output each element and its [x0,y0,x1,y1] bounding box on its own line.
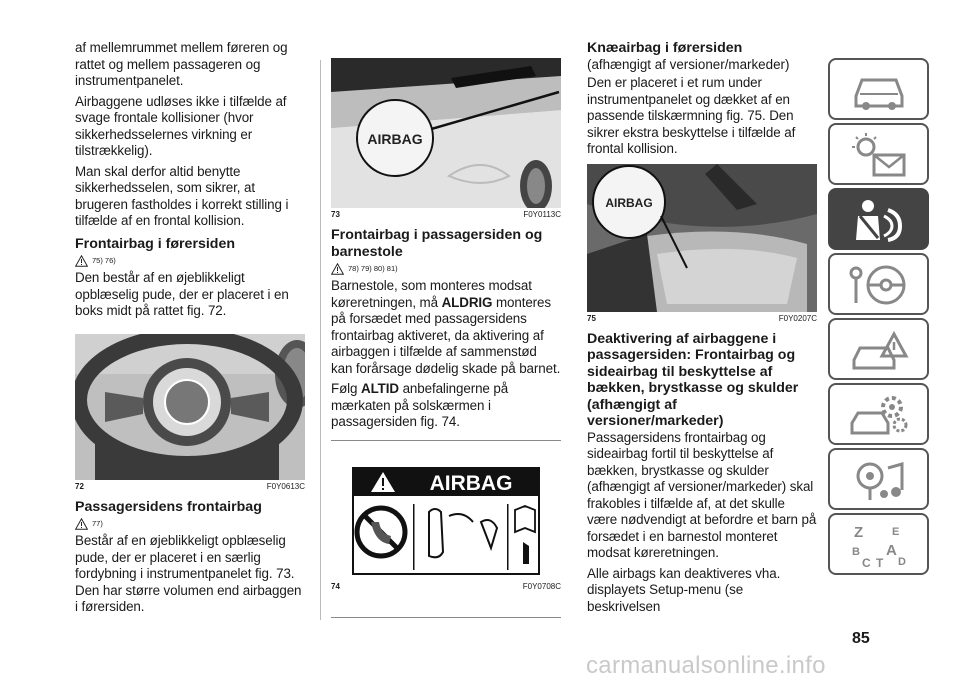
text-run: anbefalingerne på mærkaten på solskærmen i passagersiden fig. 74. [331,381,509,429]
refs-text: 78) 79) 80) 81) [348,264,398,273]
chapter-tabs [828,58,929,578]
figure-number: 73 [331,210,340,219]
text-run: Barnestole, som monteres modsat køreretningen, må [331,278,532,310]
tab-car[interactable] [828,58,929,120]
paragraph [331,278,561,377]
figure-code: F0Y0613C [266,481,305,491]
figure-72-steering-wheel [75,334,305,480]
tab-maintenance[interactable] [828,383,929,445]
figure-caption [331,582,561,591]
page-number: 85 [852,630,870,647]
section-heading: Frontairbag i førersiden [75,235,236,252]
paragraph [331,381,561,431]
warning-triangle-icon [75,255,88,267]
figure-code: F0Y0113C [523,210,561,219]
airbag-sticker-image [331,452,561,580]
figure-75-knee-airbag [587,164,817,312]
text-run: monteres på forsædet med passagersidens frontairbag aktiveret, da aktivering af airbaggen i tilfælde af sammenstød kan forårsage dødelig skade på barnet. [331,294,561,376]
index-letter: D [898,556,906,568]
section-heading: Deaktivering af airbaggene i passagersiden: Frontairbag og sideairbag til beskyttelse af bækken, brystkasse og skulder (afhængigt af versioner/markeder) [587,330,799,429]
refs-text: 75) 76) [92,256,116,265]
car-gears-icon [848,391,910,439]
index-letter: T [876,556,884,569]
tab-multimedia[interactable] [828,448,929,510]
car-icon [848,66,910,114]
tab-safety[interactable] [828,188,929,250]
paragraph: Den er placeret i et rum under instrumentpanelet og dækket af en passende tilskærmning fig. 75. Den sikrer ekstra beskyttelse i tilfælde af frontal kollision. [587,75,796,156]
figure-caption [587,314,817,323]
section-heading: Frontairbag i passagersiden og barnestole [331,227,543,260]
column-1 [75,40,305,620]
paragraph: af mellemrummet mellem føreren og rattet og mellem passageren og instrumentpanelet. [75,40,288,88]
knee-airbag-image [587,164,817,312]
figure-74-block [331,452,561,599]
figure-number: 72 [75,481,84,491]
subheading: (afhængigt af versioner/markeder) [587,56,790,72]
tab-index[interactable] [828,513,929,575]
index-letter: C [862,556,871,569]
text-run: Følg [331,381,362,396]
airbag-label: AIRBAG [367,131,423,147]
lights-envelope-icon [848,131,910,179]
index-letter: Z [854,524,864,541]
seatbelt-airbag-icon [848,196,910,244]
paragraph: Airbaggene udløses ikke i tilfælde af svage frontale kollisioner (hvor sikkerhedsselernes virkning er tilstrækkelig). [75,93,287,158]
index-letter: E [892,526,900,538]
warning-refs [75,253,305,268]
index-letter: B [852,546,860,558]
paragraph: Består af en øjeblikkeligt opblæselig pude, der er placeret i en særlig fordybning i instrumentpanelet fig. 73. Den har større volumen end airbaggen i førersiden. [75,533,302,614]
warning-refs [331,261,561,276]
paragraph: Den består af en øjeblikkeligt opblæselig pude, der er placeret i en boks midt på rattet fig. 72. [75,270,289,318]
warning-triangle-icon [75,518,88,530]
figure-rule-bottom [331,617,561,618]
figure-number: 74 [331,582,340,591]
index-letter: A [886,542,897,559]
warning-triangle-car-icon [848,326,910,374]
column-divider [320,60,321,620]
tab-starting-driving[interactable] [828,253,929,315]
knee-airbag-label: AIRBAG [605,195,653,210]
alphabet-index-icon [848,521,910,569]
navigation-music-icon [848,456,910,504]
figure-73-dashboard-airbag [331,58,561,208]
figure-code: F0Y0207C [778,313,817,323]
figure-caption [331,210,561,219]
emphasis-altid: ALTID [361,381,399,396]
figure-74-airbag-sticker [331,452,561,580]
figure-rule [331,440,561,441]
figure-number: 75 [587,313,596,323]
tab-emergency[interactable] [828,318,929,380]
refs-text: 77) [92,519,103,528]
warning-triangle-icon [331,263,344,275]
dashboard-image [331,58,561,208]
figure-code: F0Y0708C [522,582,561,591]
paragraph: Man skal derfor altid benytte sikkerhedsselen, som sikrer, at brugeren fastholdes i korrekt stilling i tilfælde af en frontal kollision. [75,163,289,228]
paragraph: Alle airbags kan deaktiveres vha. displayets Setup-menu (se beskrivelsen [587,565,781,614]
watermark: carmanualsonline.info [586,652,826,679]
column-3 [587,40,817,619]
section-heading: Passagersidens frontairbag [75,498,262,515]
steering-wheel-image [75,334,305,480]
emphasis-aldrig: ALDRIG [441,294,493,310]
tab-lights-messages[interactable] [828,123,929,185]
warning-refs [75,516,305,531]
sticker-airbag-label: AIRBAG [429,472,513,495]
key-steering-icon [848,261,910,309]
section-heading: Knæairbag i førersiden [587,40,743,56]
paragraph: Passagersidens frontairbag og sideairbag fortil til beskyttelse af bækken, brystkasse og skulder (afhængigt af versioner/markeder) skal frakobles i tilfælde af, at det skulle være nødvendigt at befordre et barn på forsædet i en barnestol monteret modsat køreretningen. [587,429,817,560]
column-2 [331,58,561,435]
figure-caption [75,482,305,491]
